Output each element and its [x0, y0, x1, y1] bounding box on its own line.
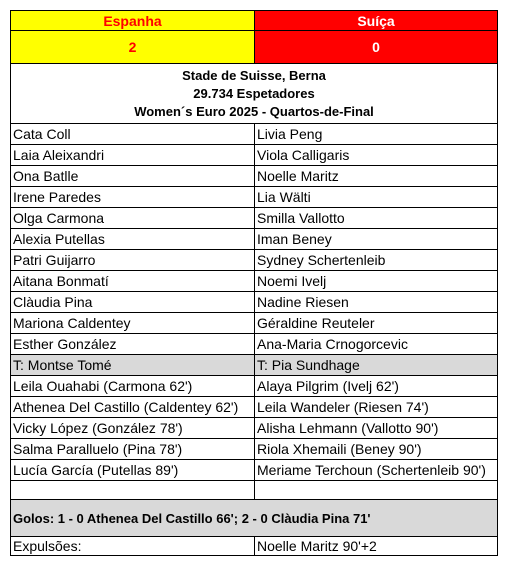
- lineup-player-row: [11, 271, 498, 292]
- away-team-name: Suíça: [255, 11, 498, 31]
- away-substitute: Alaya Pilgrim (Ivelj 62'): [255, 376, 498, 397]
- substitute-row: [11, 460, 498, 481]
- substitute-row: [11, 397, 498, 418]
- home-lineup-player: Alexia Putellas: [11, 229, 255, 250]
- lineup-player-row: [11, 292, 498, 313]
- home-substitute: Athenea Del Castillo (Caldentey 62'): [11, 397, 255, 418]
- lineup-player-row: [11, 124, 498, 145]
- competition: Women´s Euro 2025 - Quartos-de-Final: [134, 104, 374, 119]
- lineup-player-row: [11, 208, 498, 229]
- home-score: 2: [11, 31, 255, 64]
- home-team-name: Espanha: [11, 11, 255, 31]
- away-coach: T: Pia Sundhage: [255, 355, 498, 376]
- away-substitute: Alisha Lehmann (Vallotto 90'): [255, 418, 498, 439]
- home-substitute: Vicky López (González 78'): [11, 418, 255, 439]
- match-info-row: [11, 64, 498, 124]
- away-lineup-player: Noemi Ivelj: [255, 271, 498, 292]
- lineup-player-row: [11, 187, 498, 208]
- expulsions-value: Noelle Maritz 90'+2: [255, 537, 498, 556]
- away-substitute: Riola Xhemaili (Beney 90'): [255, 439, 498, 460]
- away-lineup-player: Smilla Vallotto: [255, 208, 498, 229]
- home-lineup-player: Cata Coll: [11, 124, 255, 145]
- score-row: [11, 31, 498, 64]
- away-lineup-player: Noelle Maritz: [255, 166, 498, 187]
- away-score: 0: [255, 31, 498, 64]
- away-lineup-player: Livia Peng: [255, 124, 498, 145]
- away-substitute: Meriame Terchoun (Schertenleib 90'): [255, 460, 498, 481]
- away-lineup-player: Sydney Schertenleib: [255, 250, 498, 271]
- home-lineup-player: Mariona Caldentey: [11, 313, 255, 334]
- goals-summary: Golos: 1 - 0 Athenea Del Castillo 66'; 2 - 0 Clàudia Pina 71': [11, 500, 498, 537]
- match-sheet-table: [10, 10, 498, 556]
- match-info: [11, 64, 498, 124]
- goals-row: [11, 500, 498, 537]
- away-lineup-player: Viola Calligaris: [255, 145, 498, 166]
- expulsions-label: Expulsões:: [11, 537, 255, 556]
- attendance: 29.734 Espetadores: [193, 86, 315, 101]
- home-lineup-player: Ona Batlle: [11, 166, 255, 187]
- home-lineup-player: Esther González: [11, 334, 255, 355]
- home-lineup-player: Olga Carmona: [11, 208, 255, 229]
- substitute-row: [11, 418, 498, 439]
- expulsions-row: [11, 537, 498, 556]
- lineup-player-row: [11, 250, 498, 271]
- coach-row: [11, 355, 498, 376]
- home-substitute: Lucía García (Putellas 89'): [11, 460, 255, 481]
- substitute-row: [11, 439, 498, 460]
- away-empty-cell: [255, 481, 498, 500]
- venue: Stade de Suisse, Berna: [182, 68, 326, 83]
- away-substitute: Leila Wandeler (Riesen 74'): [255, 397, 498, 418]
- lineup-player-row: [11, 334, 498, 355]
- home-substitute: Leila Ouahabi (Carmona 62'): [11, 376, 255, 397]
- home-lineup-player: Irene Paredes: [11, 187, 255, 208]
- home-lineup-player: Laia Aleixandri: [11, 145, 255, 166]
- home-lineup-player: Patri Guijarro: [11, 250, 255, 271]
- spacer-row: [11, 481, 498, 500]
- away-lineup-player: Nadine Riesen: [255, 292, 498, 313]
- home-lineup-player: Aitana Bonmatí: [11, 271, 255, 292]
- away-lineup-player: Iman Beney: [255, 229, 498, 250]
- away-lineup-player: Ana-Maria Crnogorcevic: [255, 334, 498, 355]
- home-lineup-player: Clàudia Pina: [11, 292, 255, 313]
- away-lineup-player: Lia Wälti: [255, 187, 498, 208]
- team-names-row: [11, 11, 498, 31]
- substitute-row: [11, 376, 498, 397]
- lineup-player-row: [11, 313, 498, 334]
- home-empty-cell: [11, 481, 255, 500]
- lineup-player-row: [11, 166, 498, 187]
- lineup-player-row: [11, 229, 498, 250]
- home-substitute: Salma Paralluelo (Pina 78'): [11, 439, 255, 460]
- away-lineup-player: Géraldine Reuteler: [255, 313, 498, 334]
- lineup-player-row: [11, 145, 498, 166]
- home-coach: T: Montse Tomé: [11, 355, 255, 376]
